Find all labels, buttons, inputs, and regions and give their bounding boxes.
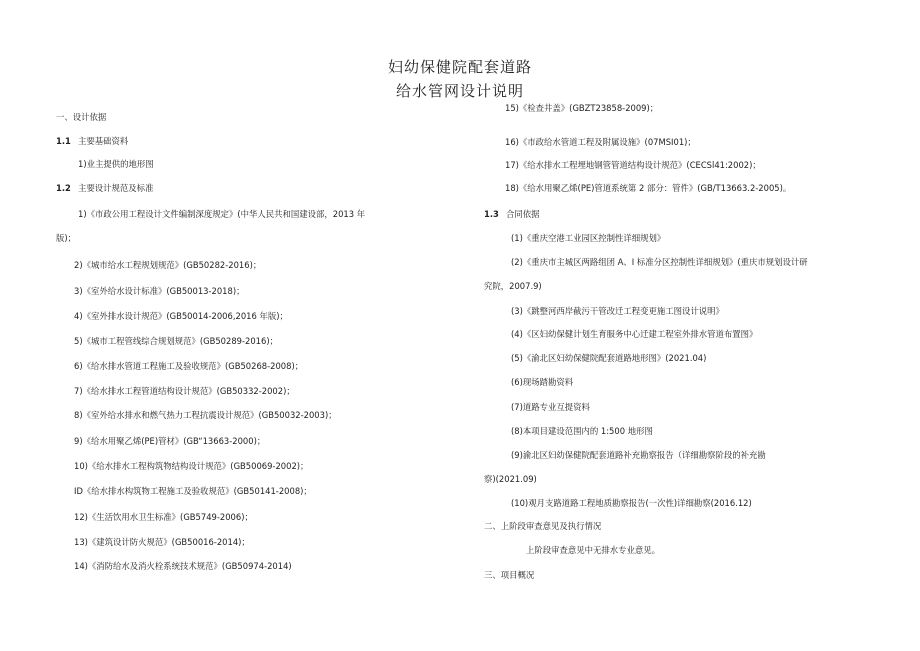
section-1-2-number: 1.2 [56,183,71,193]
document-title-line1: 妇幼保健院配套道路 [387,58,532,76]
standard-item: 10)《给水排水工程构筑物结构设计规范》(GB50069-2002)； [74,461,309,471]
contract-item: (5)《渝北区妇幼保健院配套道路地形图》(2021.04) [511,353,707,363]
contract-item: (8)本项目建设范围内的 1:500 地形图 [511,426,653,436]
standard-item: 18)《给水用聚乙烯(PE)管道系统第 2 部分：管件》(GB/T13663.2-2005)。 [505,183,792,193]
section3-heading: 三、项目概况 [484,570,535,580]
contract-item: (4)《区妇幼保健计划生育服务中心迁建工程室外排水管道布置图》 [511,329,758,339]
contract-item: (3)《跳整河西岸截污干管改迁工程变更施工图设计说明》 [511,306,724,316]
contract-item: (2)《重庆市主城区两路组团 A、I 标准分区控制性详细规划》(重庆市规划设计研 [511,257,808,267]
contract-item: (7)道路专业互提资料 [511,402,590,412]
standard-item: 2)《城市给水工程规划规范》(GB50282-2016)； [74,260,262,270]
section-1-1-title: 主要基础资料 [78,136,129,146]
standard-item: 4)《室外排水设计规范》(GB50014-2006,2016 年版)； [74,311,288,321]
section-1-1-number: 1.1 [56,136,71,146]
contract-item: 察)(2021.09) [484,474,537,484]
standard-item-line: 版)； [56,233,77,243]
standard-item: 8)《室外给水排水和燃气热力工程抗震设计规范》(GB50032-2003)； [74,410,337,420]
standard-item: 13)《建筑设计防火规范》(GB50016-2014)； [74,537,250,547]
section1-heading: 一、设计依据 [56,112,107,122]
contract-item: (10)观月支路道路工程地质勘察报告(一次性)详细勘察(2016.12) [511,498,752,508]
standard-item: 14)《消防给水及消火栓系统技术规范》(GB50974-2014) [74,561,292,571]
standard-item: 16)《市政给水管道工程及附属设施》(07MSI01)； [505,137,696,147]
section2-text: 上阶段审查意见中无排水专业意见。 [526,545,660,555]
standard-item: 9)《给水用聚乙烯(PE)管材》(GB“13663-2000)； [74,436,266,446]
contract-item: 究院，2007.9) [484,281,542,291]
standard-item-line: 1)《市政公用工程设计文件编制深度规定》(中华人民共和国建设部，2013 年 [78,209,366,219]
contract-item: (6)现场踏勘资料 [511,377,574,387]
contract-item: (9)渝北区妇幼保健院配套道路补充勘察报告（详细勘察阶段的补充勘 [511,450,766,460]
standard-item: 5)《城市工程管线综合规划规范》(GB50289-2016)； [74,336,278,346]
standard-item: 17)《给水排水工程埋地钢管管道结构设计规范》(CECSl41:2002)； [505,160,761,170]
section-1-3-number: 1.3 [484,209,499,219]
standard-item: 6)《给水排水管道工程施工及验收规范》(GB50268-2008)； [74,361,304,371]
section-1-1-item: 1)业主提供的地形图 [78,159,154,169]
document-title-line2: 给水管网设计说明 [395,82,524,100]
section2-heading: 二、上阶段审查意见及执行情况 [484,521,602,531]
standard-item: ID《给水排水构筑物工程施工及验收规范》(GB50141-2008)； [74,486,312,496]
standard-item: 12)《生活饮用水卫生标准》(GB5749-2006)； [74,512,253,522]
contract-item: (1)《重庆空港工业园区控制性详细规划》 [511,233,666,243]
section-1-2-title: 主要设计规范及标准 [78,183,154,193]
section-1-3-title: 合同依据 [506,209,540,219]
standard-item: 15)《检查井盖》(GBZT23858-2009)； [505,103,659,113]
standard-item: 3)《室外给水设计标准》(GB50013-2018)； [74,286,245,296]
standard-item: 7)《给水排水工程管道结构设计规范》(GB50332-2002)； [74,386,295,396]
